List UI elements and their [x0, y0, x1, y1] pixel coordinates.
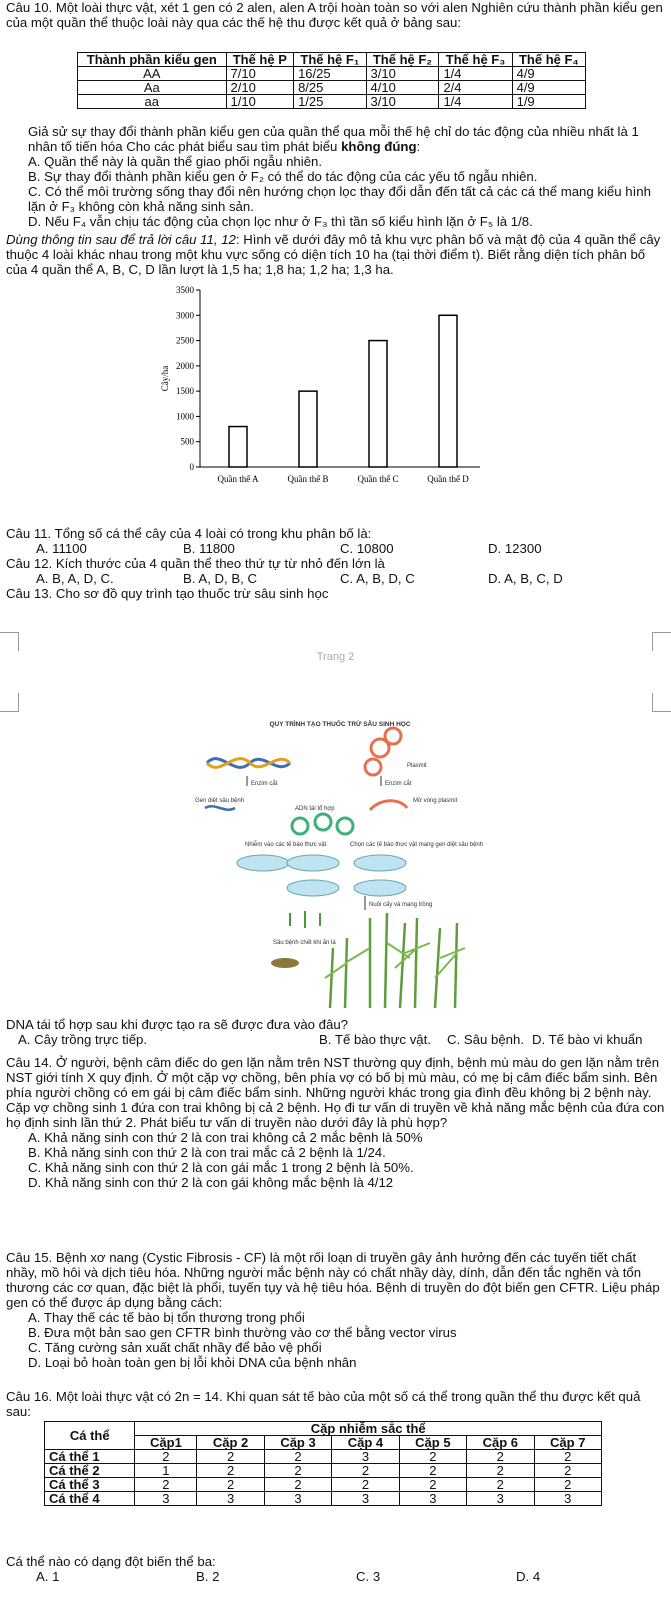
q16-table-body — [45, 1450, 602, 1506]
q15-block — [6, 1250, 666, 1370]
table-cell: 2 — [135, 1450, 197, 1464]
q16-option-d: D. 4 — [516, 1569, 541, 1584]
q11-stem: Câu 11. Tổng số cá thể cây của 4 loài có trong khu phân bố là: — [6, 526, 372, 541]
q16-col-header: Cặp 6 — [467, 1436, 534, 1450]
table-cell: 2 — [135, 1478, 197, 1492]
q16-block — [6, 1389, 666, 1419]
table-cell: 2 — [197, 1478, 264, 1492]
q13-option-a: A. Cây trồng trực tiếp. — [18, 1032, 148, 1047]
row-label: Cá thể 4 — [45, 1492, 135, 1506]
q16-option-a: A. 1 — [36, 1569, 60, 1584]
q12-option-a: A. B, A, D, C. — [36, 571, 114, 586]
q12-options — [6, 571, 666, 586]
y-tick-label: 1000 — [176, 411, 194, 422]
table-cell: 1/10 — [226, 95, 294, 109]
table-cell: 1 — [135, 1464, 197, 1478]
q10-body — [6, 124, 666, 229]
chart-bars — [229, 315, 457, 467]
q10-col-header: Thành phần kiểu gen — [78, 53, 227, 67]
petri-dish-icon — [237, 855, 289, 871]
q14-option-a: A. Khả năng sinh con thứ 2 là con trai không cả 2 mắc bệnh là 50% — [28, 1130, 423, 1145]
y-tick-label: 2000 — [176, 360, 194, 371]
q13-option-b: B. Tế bào thực vật. — [319, 1032, 431, 1047]
pest-insect-icon — [271, 958, 299, 968]
table-row — [45, 1478, 602, 1492]
q10-col-header: Thế hệ F₂ — [366, 53, 439, 67]
page-corner-mark — [652, 693, 671, 712]
q10-col-header: Thế hệ F₃ — [439, 53, 512, 67]
petri-dish-icon — [354, 880, 406, 896]
q11-option-c: C. 10800 — [340, 541, 394, 556]
row-label: Cá thể 2 — [45, 1464, 135, 1478]
table-cell: aa — [78, 95, 227, 109]
q16-stem: Câu 16. Một loài thực vật có 2n = 14. Khi quan sát tế bào của một số cá thể trong quần thể thu được kết quả sau: — [6, 1389, 641, 1419]
diagram-title: QUY TRÌNH TẠO THUỐC TRỪ SÂU SINH HỌC — [269, 721, 411, 728]
bar-d — [439, 315, 457, 467]
label-infect-cells: Nhiễm vào các tế bào thực vật — [245, 842, 327, 848]
table-cell: 2 — [332, 1464, 399, 1478]
row-label: Cá thể 3 — [45, 1478, 135, 1492]
table-cell: 2/4 — [439, 81, 512, 95]
q10-col-header: Thế hệ P — [226, 53, 294, 67]
q14-option-d: D. Khả năng sinh con thứ 2 là con gái không mắc bệnh là 4/12 — [28, 1175, 394, 1190]
q10-option-d: D. Nếu F₄ vẫn chịu tác động của chọn lọc như ở F₃ thì tần số kiểu hình lặn ở F₅ là 1/8. — [28, 214, 533, 229]
table-cell: 2 — [467, 1450, 534, 1464]
q10-table-header — [78, 53, 586, 67]
plasmid-icon — [385, 728, 401, 744]
density-bar-chart — [150, 278, 530, 503]
table-cell: 3 — [135, 1492, 197, 1506]
intro-lead: Dùng thông tin sau để trả lời câu 11, 12 — [6, 232, 236, 247]
table-cell: 2 — [467, 1478, 534, 1492]
label-plasmid: Plasmit — [407, 763, 427, 769]
q11-option-a: A. 11100 — [36, 541, 87, 556]
q16-col-header: Cặp 3 — [264, 1436, 331, 1450]
x-category-label: Quần thể B — [287, 474, 329, 484]
petri-dish-icon — [354, 855, 406, 871]
page-corner-mark — [0, 693, 19, 712]
table-cell: 3 — [264, 1492, 331, 1506]
q16-col-header: Cặp1 — [135, 1436, 197, 1450]
q12-option-b: B. A, D, B, C — [183, 571, 258, 586]
y-tick-label: 500 — [180, 436, 194, 447]
table-cell: 2 — [197, 1450, 264, 1464]
q16-group-header: Cặp nhiễm sắc thể — [135, 1422, 602, 1436]
q11-block — [6, 526, 666, 601]
label-enzyme-1: Enzim cắt — [251, 781, 278, 787]
table-cell: 3 — [399, 1492, 466, 1506]
q16-option-b: B. 2 — [196, 1569, 220, 1584]
q10-col-header: Thế hệ F₁ — [294, 53, 366, 67]
q10-option-c: C. Có thể môi trường sống thay đổi nên hướng chọn lọc thay đổi dẫn đến tất cả các cá thể mang kiểu hình lặn ở F₃ không còn khả năng sinh sản. — [28, 184, 651, 214]
x-category-label: Quần thể D — [427, 474, 469, 484]
gene-fragment-icon — [205, 806, 235, 809]
table-cell: 3/10 — [366, 95, 439, 109]
table-row — [78, 81, 586, 95]
table-row — [45, 1450, 602, 1464]
table-cell: 3 — [467, 1492, 534, 1506]
table-cell: 4/10 — [366, 81, 439, 95]
q10-stem — [6, 0, 666, 30]
q16-col-header: Cặp 7 — [534, 1436, 602, 1450]
table-cell: 2 — [399, 1478, 466, 1492]
q10-stem-text: Câu 10. Một loài thực vật, xét 1 gen có 2 alen, alen A trội hoàn toàn so với alen Nghiên cứu thành phần kiểu gen của một quần thể thuộc loài này qua các thế hệ thu được kết quả ở bảng sau: — [6, 0, 663, 30]
q11-option-d: D. 12300 — [488, 541, 542, 556]
x-category-label: Quần thể C — [357, 474, 399, 484]
table-cell: 8/25 — [294, 81, 366, 95]
petri-dish-icon — [287, 855, 339, 871]
intro-11-12 — [6, 232, 666, 277]
q16-chromosome-table — [44, 1421, 602, 1506]
label-open-plasmid: Mở vòng plasmit — [413, 798, 458, 804]
table-cell: 1/25 — [294, 95, 366, 109]
bar-a — [229, 427, 247, 467]
table-cell: 2 — [534, 1464, 602, 1478]
table-cell: AA — [78, 67, 227, 81]
table-cell: 3 — [332, 1492, 399, 1506]
q10-option-a: A. Quần thể này là quần thể giao phối ngẫu nhiên. — [28, 154, 323, 169]
open-plasmid-icon — [370, 801, 407, 810]
intro-body: : Hình vẽ dưới đây mô tả khu vực phân bố và mật độ của 4 quần thể cây thuộc 4 loài khác nhau trong một khu vực sống có diện tích 10 ha (tại thời điểm t). Biết rằng diện tích phân bố của 4 quần thể A, B, C, D lần lượt là 1,5 ha; 1,8 ha; 1,2 ha; 1,3 ha. — [6, 232, 661, 277]
q16-question: Cá thể nào có dạng đột biến thể ba: — [6, 1554, 216, 1569]
table-cell: 2 — [534, 1478, 602, 1492]
y-tick-label: 2500 — [176, 335, 194, 346]
q12-option-c: C. A, B, D, C — [340, 571, 415, 586]
table-cell: 3 — [534, 1492, 602, 1506]
q13-option-d: D. Tế bào vi khuẩn — [532, 1032, 643, 1047]
table-cell: 2/10 — [226, 81, 294, 95]
petri-dish-icon — [287, 880, 339, 896]
page-number: Trang 2 — [316, 651, 355, 663]
bar-c — [369, 341, 387, 467]
q15-option-c: C. Tăng cường sản xuất chất nhầy để bảo vệ phổi — [28, 1340, 322, 1355]
recombinant-plasmid-icon — [315, 814, 331, 830]
table-cell: 2 — [534, 1450, 602, 1464]
recombinant-plasmid-icon — [292, 818, 308, 834]
table-row — [45, 1492, 602, 1506]
q13-option-c: C. Sâu bệnh. — [447, 1032, 524, 1047]
table-cell: 2 — [264, 1478, 331, 1492]
q11-options — [6, 541, 666, 556]
table-cell: Aa — [78, 81, 227, 95]
label-enzyme-2: Enzim cắt — [385, 781, 412, 787]
q14-block — [6, 1055, 666, 1190]
y-tick-label: 0 — [189, 462, 194, 472]
table-cell: 3 — [197, 1492, 264, 1506]
table-row — [78, 95, 586, 109]
label-culture: Nuôi cấy và mang trồng — [369, 902, 433, 908]
q13-question: DNA tái tổ hợp sau khi được tạo ra sẽ được đưa vào đâu? — [6, 1017, 348, 1032]
bar-b — [299, 391, 317, 467]
q11-option-b: B. 11800 — [183, 541, 235, 556]
q15-option-a: A. Thay thế các tế bào bị tổn thương trong phổi — [28, 1310, 305, 1325]
q10-assumption-text: Giả sử sự thay đổi thành phần kiểu gen của quần thể qua mỗi thế hệ chỉ do tác động của nhiều nhất là 1 nhân tố tiến hóa Cho các phát biểu sau tìm phát biểu — [28, 124, 639, 154]
table-cell: 2 — [332, 1478, 399, 1492]
table-cell: 2 — [197, 1464, 264, 1478]
q10-assumption — [6, 124, 666, 154]
q10-option-b: B. Sự thay đổi thành phần kiểu gen ở F₂ có thể do tác động của các yếu tố ngẫu nhiên. — [28, 169, 538, 184]
q13-stem: Câu 13. Cho sơ đồ quy trình tạo thuốc trừ sâu sinh học — [6, 586, 329, 601]
table-cell: 4/9 — [512, 67, 585, 81]
page-corner-mark — [0, 632, 19, 651]
table-cell: 2 — [399, 1464, 466, 1478]
q13-options — [6, 1032, 666, 1047]
q15-option-b: B. Đưa một bản sao gen CFTR bình thường vào cơ thể bằng vector virus — [28, 1325, 457, 1340]
table-cell: 3/10 — [366, 67, 439, 81]
q16-options — [6, 1569, 666, 1584]
pesticide-process-diagram — [195, 718, 485, 1010]
seedling-icon — [290, 911, 320, 928]
q10-assumption-bold: không đúng — [341, 139, 417, 154]
table-cell: 4/9 — [512, 81, 585, 95]
x-category-label: Quần thể A — [217, 474, 259, 484]
q10-assumption-end: : — [416, 139, 421, 154]
q14-option-b: B. Khả năng sinh con thứ 2 là con trai mắc cả 2 bệnh là 1/24. — [28, 1145, 386, 1160]
table-cell: 2 — [264, 1450, 331, 1464]
q16-question-block — [6, 1554, 666, 1584]
q16-col-header: Cặp 5 — [399, 1436, 466, 1450]
table-row — [45, 1464, 602, 1478]
q10-genotype-table — [77, 52, 586, 109]
q14-stem: Câu 14. Ở người, bệnh câm điếc do gen lặn nằm trên NST thường quy định, bệnh mù màu do gen lặn nằm trên NST giới tính X quy định. Ở một cặp vợ chồng, bên phía vợ có bố bị mù màu, có mẹ bị câm điếc bẩm sinh. Bên phía người chồng có em gái bị câm điếc bẩm sinh. Những người khác trong gia đình đều không bị 2 bệnh này. Cặp vợ chồng sinh 1 đứa con trai không bị cả 2 bệnh. Họ đi tư vấn di truyền về khả năng mắc bệnh của đứa con họ định sinh lần thứ 2. Phát biểu tư vấn di truyền nào dưới đây là phù hợp? — [6, 1055, 665, 1130]
q10-col-header: Thế hệ F₄ — [512, 53, 585, 67]
label-pest-dies: Sâu bệnh chết khi ăn lá — [273, 940, 336, 946]
label-gene: Gen diệt sâu bệnh — [195, 798, 245, 804]
table-row — [78, 67, 586, 81]
y-tick-label: 3500 — [176, 285, 194, 295]
table-cell: 3 — [332, 1450, 399, 1464]
q12-option-d: D. A, B, C, D — [488, 571, 563, 586]
q13-question-block — [6, 1017, 666, 1047]
q16-option-c: C. 3 — [356, 1569, 381, 1584]
table-cell: 2 — [399, 1450, 466, 1464]
q16-col-header: Cặp 2 — [197, 1436, 264, 1450]
row-label: Cá thể 1 — [45, 1450, 135, 1464]
table-cell: 16/25 — [294, 67, 366, 81]
table-cell: 2 — [467, 1464, 534, 1478]
table-cell: 1/4 — [439, 67, 512, 81]
page-corner-mark — [652, 632, 671, 651]
table-cell: 7/10 — [226, 67, 294, 81]
q14-option-c: C. Khả năng sinh con thứ 2 là con gái mắc 1 trong 2 bệnh là 50%. — [28, 1160, 414, 1175]
q15-option-d: D. Loại bỏ hoàn toàn gen bị lỗi khỏi DNA của bệnh nhân — [28, 1355, 357, 1370]
q16-corner-header: Cá thể — [45, 1422, 135, 1450]
intro-11-12-text — [6, 232, 666, 277]
table-cell: 2 — [264, 1464, 331, 1478]
y-tick-label: 1500 — [176, 386, 194, 397]
recombinant-plasmid-icon — [337, 818, 353, 834]
plasmid-icon — [365, 759, 381, 775]
table-cell: 1/9 — [512, 95, 585, 109]
y-tick-label: 3000 — [176, 310, 194, 321]
q16-table-header — [45, 1422, 602, 1436]
label-select-cells: Chọn các tế bào thực vật mang gen diệt sâu bệnh — [350, 842, 484, 848]
q12-stem: Câu 12. Kích thước của 4 quần thể theo thứ tự từ nhỏ đến lớn là — [6, 556, 385, 571]
label-recombinant-dna: ADN tái tổ hợp — [295, 806, 335, 812]
table-cell: 1/4 — [439, 95, 512, 109]
y-axis-title: Cây/ha — [160, 365, 170, 392]
q16-col-header: Cặp 4 — [332, 1436, 399, 1450]
q15-stem: Câu 15. Bệnh xơ nang (Cystic Fibrosis - CF) là một rối loạn di truyền gây ảnh hưởng đến các tuyến tiết chất nhầy, mồ hôi và dịch tiêu hóa. Những người mắc bệnh này có chất nhầy dày, dính, dẫn đến tắc nghẽn và tổn thương các cơ quan, đặc biệt là phổi, tuyến tụy và hệ tiêu hóa. Bệnh di truyền do đột biến gen CFTR. Liệu pháp gen có thể được áp dụng bằng cách: — [6, 1250, 660, 1310]
